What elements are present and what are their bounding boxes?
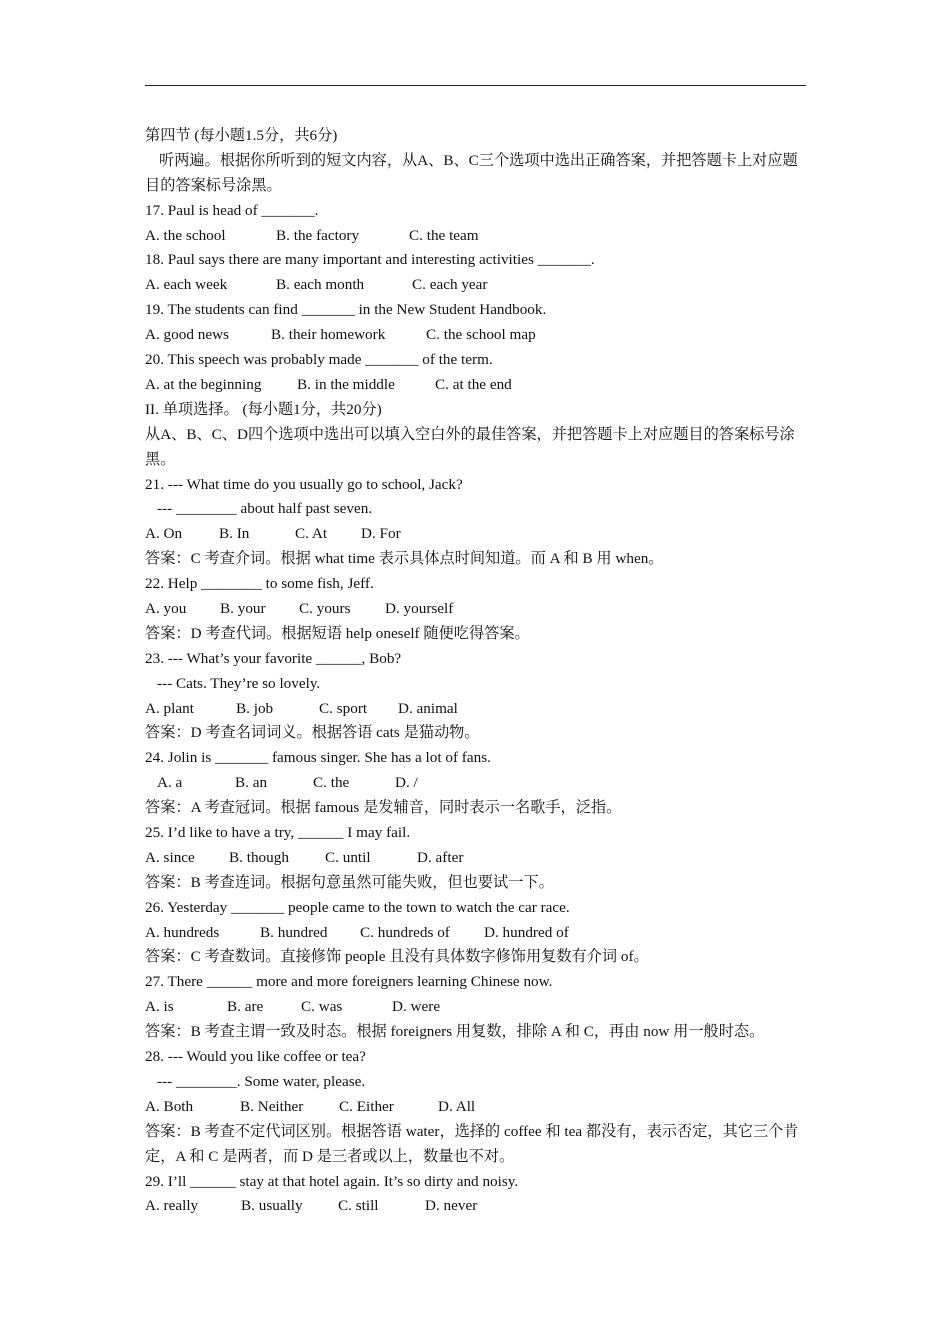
answer-explanation: 答案：C 考查介词。根据 what time 表示具体点时间知道。而 A 和 B 用 when。 (145, 550, 664, 568)
option: B. usually (241, 1197, 303, 1215)
option: A. plant (145, 699, 194, 717)
answer-options (145, 995, 807, 1020)
option: A. good news (145, 326, 229, 344)
option: A. since (145, 848, 195, 866)
answer-options (145, 597, 807, 622)
answer-options (145, 697, 807, 722)
question-stem: 29. I’ll ______ stay at that hotel again. It’s so dirty and noisy. (145, 1172, 519, 1190)
answer-options (145, 1095, 807, 1120)
option: C. At (295, 525, 328, 543)
answer-explanation: 答案：A 考查冠词。根据 famous 是发辅音，同时表示一名歌手，泛指。 (145, 799, 622, 817)
option: A. hundreds (145, 923, 220, 941)
option: A. each week (145, 276, 228, 294)
question-stem: 23. --- What’s your favorite ______, Bob? (145, 649, 402, 667)
question-stem: 19. The students can find _______ in the New Student Handbook. (145, 301, 547, 319)
option: B. are (227, 998, 264, 1016)
dialogue-reply: --- ________. Some water, please. (157, 1072, 366, 1090)
option: D. hundred of (484, 923, 569, 941)
question-stem: 21. --- What time do you usually go to school, Jack? (145, 475, 463, 493)
option: B. hundred (260, 923, 328, 941)
option: D. For (361, 525, 401, 543)
section-heading: 第四节 (每小题1.5分，共6分) (145, 127, 338, 144)
option: A. you (145, 599, 187, 617)
dialogue-reply: --- ________ about half past seven. (157, 500, 373, 518)
question-stem: 27. There ______ more and more foreigners learning Chinese now. (145, 973, 553, 991)
dialogue-reply: --- Cats. They’re so lovely. (157, 674, 321, 692)
question-stem: 17. Paul is head of _______. (145, 201, 319, 219)
option: D. animal (398, 699, 458, 717)
option: A. is (145, 998, 174, 1016)
option: A. Both (145, 1097, 194, 1115)
question-stem: 25. I’d like to have a try, ______ I may fail. (145, 824, 411, 841)
answer-options (145, 921, 807, 946)
option: D. yourself (385, 599, 454, 617)
question-stem: 18. Paul says there are many important and interesting activities _______. (145, 251, 595, 269)
option: B. an (235, 774, 268, 792)
header-rule (145, 85, 806, 86)
part-instruction: 从A、B、C、D四个选项中选出可以填入空白外的最佳答案，并把答题卡上对应题目的答案标号涂黑。 (145, 425, 795, 468)
answer-options (145, 522, 807, 547)
option: A. at the beginning (145, 375, 262, 393)
answer-explanation: 答案：C 考查数词。直接修饰 people 且没有具体数字修饰用复数有介词 of。 (145, 948, 649, 966)
question-stem: 28. --- Would you like coffee or tea? (145, 1048, 366, 1066)
question-stem: 22. Help ________ to some fish, Jeff. (145, 575, 374, 593)
answer-explanation: 答案：D 考查名词词义。根据答语 cats 是猫动物。 (145, 724, 480, 742)
option: C. yours (299, 599, 351, 617)
option: C. until (325, 848, 371, 866)
option: A. a (157, 774, 183, 792)
exam-content (145, 124, 807, 1219)
option: B. though (229, 848, 289, 866)
option: B. in the middle (297, 375, 395, 393)
option: A. really (145, 1197, 199, 1215)
answer-options (145, 373, 807, 398)
question-stem: 24. Jolin is _______ famous singer. She has a lot of fans. (145, 749, 491, 767)
option: B. job (236, 699, 274, 717)
option: C. was (301, 998, 343, 1016)
option: C. hundreds of (360, 923, 450, 941)
option: B. your (220, 599, 266, 617)
option: D. were (392, 998, 441, 1016)
answer-options (145, 273, 807, 298)
answer-options (145, 771, 807, 796)
option: C. the team (409, 226, 479, 244)
answer-explanation: 答案：B 考查不定代词区别。根据答语 water，选择的 coffee 和 tea 都没有，表示否定，其它三个肯定，A 和 C 是两者，而 D 是三者或以上，数量也不对。 (145, 1122, 799, 1165)
question-stem: 26. Yesterday _______ people came to the town to watch the car race. (145, 898, 570, 916)
option: B. Neither (240, 1097, 304, 1115)
option: C. the school map (426, 326, 536, 344)
option: C. each year (412, 276, 488, 294)
option: B. In (219, 525, 250, 543)
answer-explanation: 答案：B 考查主谓一致及时态。根据 foreigners 用复数，排除 A 和 C，再由 now 用一般时态。 (145, 1023, 765, 1041)
section-instruction: 听两遍。根据你所听到的短文内容，从A、B、C三个选项中选出正确答案，并把答题卡上对应题目的答案标号涂黑。 (145, 151, 798, 194)
answer-explanation: 答案：B 考查连词。根据句意虽然可能失败，但也要试一下。 (145, 873, 554, 891)
option: C. still (338, 1197, 379, 1215)
option: B. the factory (276, 226, 360, 244)
option: A. On (145, 525, 183, 543)
option: D. after (417, 848, 464, 866)
answer-options (145, 224, 807, 249)
part-heading: II. 单项选择。 (每小题1分，共20分) (145, 400, 382, 418)
answer-options (145, 1194, 807, 1219)
option: A. the school (145, 226, 226, 244)
option: B. each month (276, 276, 365, 294)
option: C. the (313, 774, 350, 792)
answer-options (145, 323, 807, 348)
option: D. never (425, 1197, 478, 1215)
answer-options (145, 846, 807, 871)
option: C. at the end (435, 375, 512, 393)
option: B. their homework (271, 326, 386, 344)
answer-explanation: 答案：D 考查代词。根据短语 help oneself 随便吃得答案。 (145, 624, 530, 642)
question-stem: 20. This speech was probably made _______ of the term. (145, 351, 493, 369)
option: D. / (395, 774, 418, 792)
option: C. Either (339, 1097, 394, 1115)
option: C. sport (319, 699, 368, 717)
option: D. All (438, 1097, 476, 1115)
